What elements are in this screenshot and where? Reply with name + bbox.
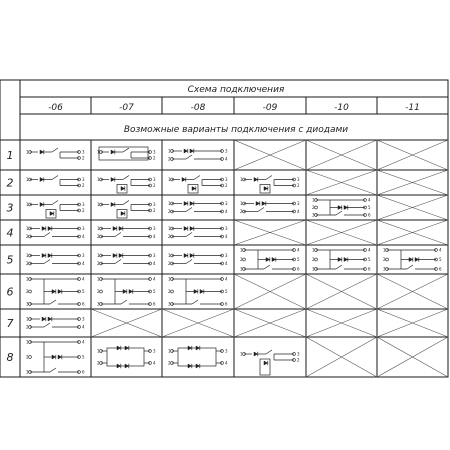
terminal-number: 2	[97, 234, 100, 239]
row-label: 6	[6, 285, 14, 299]
row-label: 7	[6, 317, 14, 330]
row-label: 3	[6, 201, 14, 215]
terminal-number: 2	[168, 234, 171, 239]
terminal-number: 2	[312, 257, 315, 262]
terminal-number: 4	[225, 276, 228, 282]
row-label: 8	[6, 351, 14, 364]
terminal-number: 2	[240, 209, 243, 214]
terminal-number: 4	[368, 247, 371, 253]
terminal-number: 1	[312, 197, 315, 203]
terminal-number: 5	[368, 257, 371, 262]
terminal-number: 2	[97, 360, 100, 366]
terminal-number: 3	[225, 177, 228, 182]
terminal-number: 4	[82, 261, 85, 266]
row-label: 4	[6, 226, 14, 240]
terminal-number: 4	[225, 234, 228, 239]
terminal-number: 2	[26, 354, 29, 360]
terminal-number: 6	[225, 301, 228, 307]
terminal-number: 4	[82, 339, 85, 345]
column-header: -07	[119, 103, 134, 113]
terminal-number: 2	[153, 155, 156, 161]
terminal-number: 6	[82, 369, 85, 375]
terminal-number: 3	[153, 202, 156, 207]
terminal-icon	[100, 290, 103, 293]
terminal-number: 3	[153, 348, 156, 354]
terminal-number: 5	[82, 354, 85, 360]
terminal-number: 2	[383, 257, 386, 262]
terminal-number: 4	[153, 234, 156, 239]
terminal-number: 3	[153, 149, 156, 155]
terminal-number: 4	[82, 324, 85, 330]
terminal-number: 3	[82, 202, 85, 207]
terminal-number: 3	[82, 177, 85, 182]
terminal-number: 4	[153, 261, 156, 266]
terminal-number: 2	[297, 183, 300, 188]
terminal-number: 2	[168, 360, 171, 366]
terminal-number: 2	[168, 209, 171, 214]
terminal-number: 2	[82, 208, 85, 213]
terminal-number: 2	[97, 289, 100, 294]
terminal-number: 1	[26, 316, 29, 322]
terminal-number: 1	[97, 348, 100, 354]
terminal-number: 1	[168, 177, 171, 182]
diode-variants-title: Возможные варианты подключения с диодами	[123, 125, 349, 135]
terminal-number: 1	[97, 226, 100, 231]
terminal-number: 5	[82, 289, 85, 294]
terminal-number: 3	[153, 226, 156, 231]
terminal-number: 6	[153, 301, 156, 307]
terminal-icon	[315, 258, 318, 261]
terminal-number: 2	[26, 324, 29, 330]
terminal-number: 4	[225, 261, 228, 266]
terminal-number: 1	[168, 253, 171, 258]
row-label: 5	[6, 253, 14, 267]
terminal-number: 1	[168, 226, 171, 231]
terminal-number: 6	[368, 212, 371, 218]
terminal-number: 3	[82, 316, 85, 322]
terminal-number: 5	[153, 289, 156, 294]
terminal-number: 2	[168, 289, 171, 294]
terminal-number: 1	[168, 148, 171, 154]
terminal-number: 5	[225, 289, 228, 294]
terminal-number: 4	[153, 360, 156, 366]
terminal-icon	[315, 206, 318, 209]
terminal-number: 1	[26, 276, 29, 282]
terminal-number: 3	[82, 226, 85, 231]
terminal-number: 4	[225, 209, 228, 214]
terminal-number: 3	[97, 301, 100, 307]
terminal-number: 1	[240, 247, 243, 253]
terminal-number: 6	[297, 266, 300, 272]
terminal-number: 4	[439, 247, 442, 253]
terminal-number: 2	[153, 183, 156, 188]
column-header: -09	[262, 103, 278, 113]
terminal-number: 4	[153, 276, 156, 282]
terminal-number: 2	[97, 261, 100, 266]
terminal-number: 3	[26, 369, 29, 375]
terminal-number: 1	[383, 247, 386, 253]
terminal-number: 3	[297, 201, 300, 206]
terminal-icon	[171, 290, 174, 293]
terminal-number: 1	[97, 253, 100, 258]
terminal-number: 2	[82, 183, 85, 188]
terminal-number: 1	[312, 247, 315, 253]
terminal-number: 4	[297, 247, 300, 253]
terminal-number: 5	[439, 257, 442, 262]
terminal-number: 4	[82, 234, 85, 239]
terminal-number: 1	[168, 201, 171, 206]
terminal-number: 4	[82, 276, 85, 282]
terminal-number: 2	[26, 261, 29, 266]
terminal-icon	[243, 258, 246, 261]
terminal-number: 3	[312, 266, 315, 272]
terminal-number: 2	[153, 208, 156, 213]
terminal-number: 1	[168, 276, 171, 282]
terminal-number: 2	[26, 289, 29, 294]
terminal-number: 3	[82, 149, 85, 155]
terminal-number: 6	[439, 266, 442, 272]
terminal-number: 1	[97, 276, 100, 282]
terminal-number: 4	[225, 156, 228, 162]
terminal-number: 3	[297, 351, 300, 357]
terminal-number: 1	[97, 149, 100, 155]
terminal-number: 6	[82, 301, 85, 307]
terminal-number: 3	[240, 266, 243, 272]
terminal-number: 1	[26, 226, 29, 231]
terminal-number: 3	[383, 266, 386, 272]
terminal-number: 2	[297, 357, 300, 363]
terminal-number: 4	[225, 360, 228, 366]
terminal-number: 1	[240, 201, 243, 206]
terminal-number: 3	[153, 177, 156, 182]
terminal-number: 3	[225, 148, 228, 154]
terminal-number: 3	[225, 348, 228, 354]
terminal-number: 2	[312, 205, 315, 210]
terminal-number: 3	[225, 201, 228, 206]
terminal-number: 1	[168, 348, 171, 354]
terminal-number: 2	[82, 155, 85, 161]
terminal-number: 5	[368, 205, 371, 210]
terminal-number: 3	[297, 177, 300, 182]
terminal-number: 3	[26, 301, 29, 307]
terminal-number: 2	[225, 183, 228, 188]
terminal-number: 1	[26, 253, 29, 258]
terminal-number: 2	[168, 156, 171, 162]
row-label: 1	[6, 149, 14, 162]
terminal-number: 2	[240, 257, 243, 262]
terminal-number: 1	[240, 177, 243, 182]
terminal-number: 3	[225, 226, 228, 231]
terminal-number: 4	[297, 209, 300, 214]
terminal-number: 1	[26, 177, 29, 182]
terminal-icon	[29, 290, 32, 293]
row-label: 2	[6, 176, 14, 190]
terminal-number: 3	[168, 301, 171, 307]
terminal-number: 1	[97, 177, 100, 182]
terminal-number: 1	[97, 202, 100, 207]
terminal-number: 1	[26, 202, 29, 207]
terminal-number: 1	[240, 351, 243, 357]
terminal-number: 3	[153, 253, 156, 258]
terminal-number: 4	[368, 197, 371, 203]
terminal-number: 3	[312, 212, 315, 218]
terminal-number: 2	[168, 261, 171, 266]
scheme-title: Схема подключения	[187, 85, 285, 95]
terminal-number: 3	[82, 253, 85, 258]
column-header: -11	[405, 103, 420, 113]
column-header: -08	[190, 103, 206, 113]
terminal-number: 2	[26, 234, 29, 239]
column-header: -10	[334, 103, 349, 113]
terminal-number: 6	[368, 266, 371, 272]
terminal-number: 1	[26, 149, 29, 155]
terminal-number: 3	[225, 253, 228, 258]
terminal-number: 1	[26, 339, 29, 345]
terminal-icon	[29, 356, 32, 359]
terminal-number: 5	[297, 257, 300, 262]
terminal-icon	[386, 258, 389, 261]
column-header: -06	[48, 103, 63, 113]
